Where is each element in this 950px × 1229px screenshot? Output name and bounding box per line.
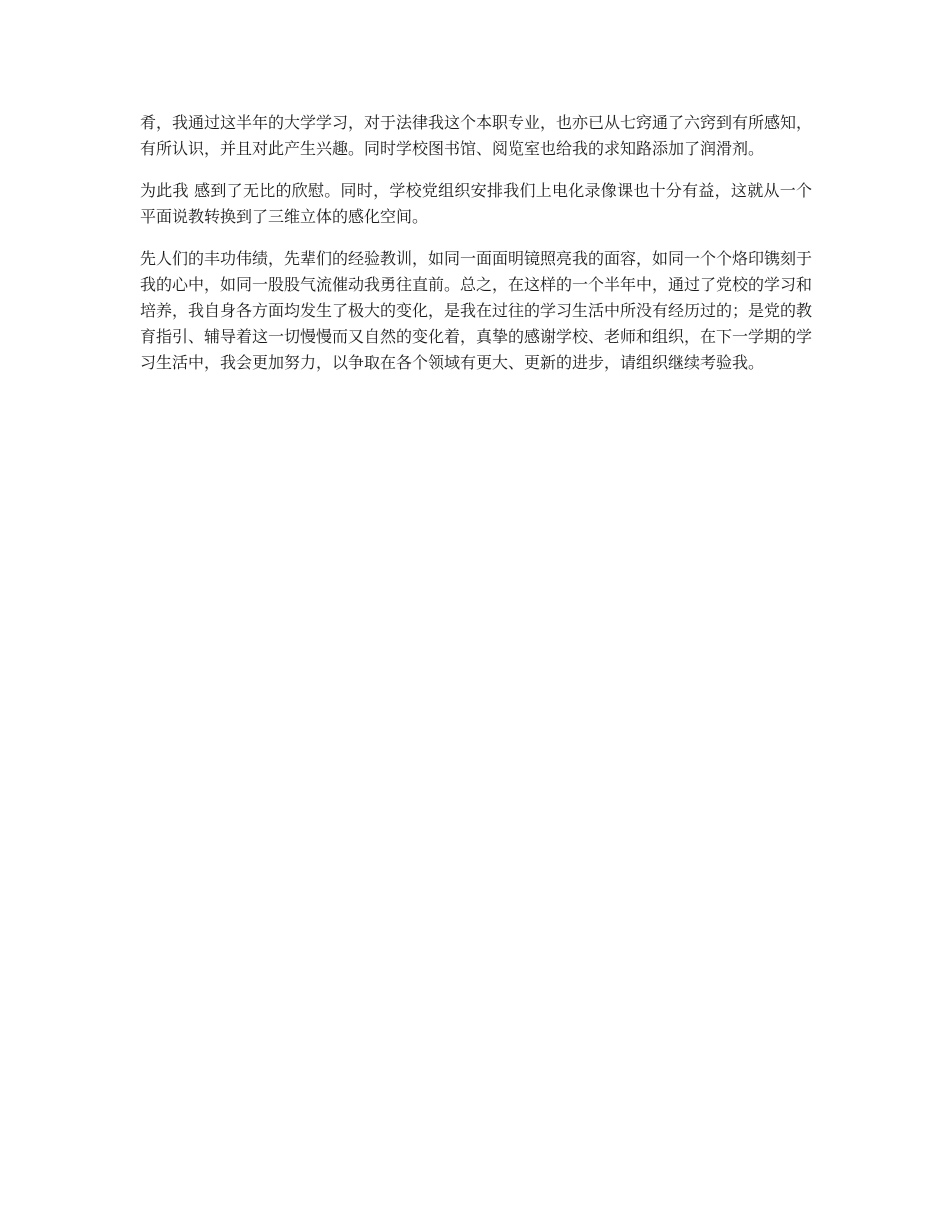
- paragraph-3: 先人们的丰功伟绩，先辈们的经验教训，如同一面面明镜照亮我的面容，如同一个个烙印镌刻于我的心中，如同一股股气流催动我勇往直前。总之，在这样的一个半年中，通过了党校的学习和培养，我自身各方面均发生了极大的变化，是我在过往的学习生活中所没有经历过的；是党的教育指引、辅导着这一切慢慢而又自然的变化着，真挚的感谢学校、老师和组织，在下一学期的学习生活中，我会更加努力，以争取在各个领域有更大、更新的进步，请组织继续考验我。: [140, 249, 813, 372]
- document-body: [140, 110, 812, 392]
- paragraph-2: 为此我 感到了无比的欣慰。同时，学校党组织安排我们上电化录像课也十分有益，这就从一个平面说教转换到了三维立体的感化空间。: [140, 181, 812, 226]
- paragraph-1: 肴，我通过这半年的大学学习，对于法律我这个本职专业，也亦已从七窍通了六窍到有所感知，有所认识，并且对此产生兴趣。同时学校图书馆、阅览室也给我的求知路添加了润滑剂。: [140, 113, 813, 158]
